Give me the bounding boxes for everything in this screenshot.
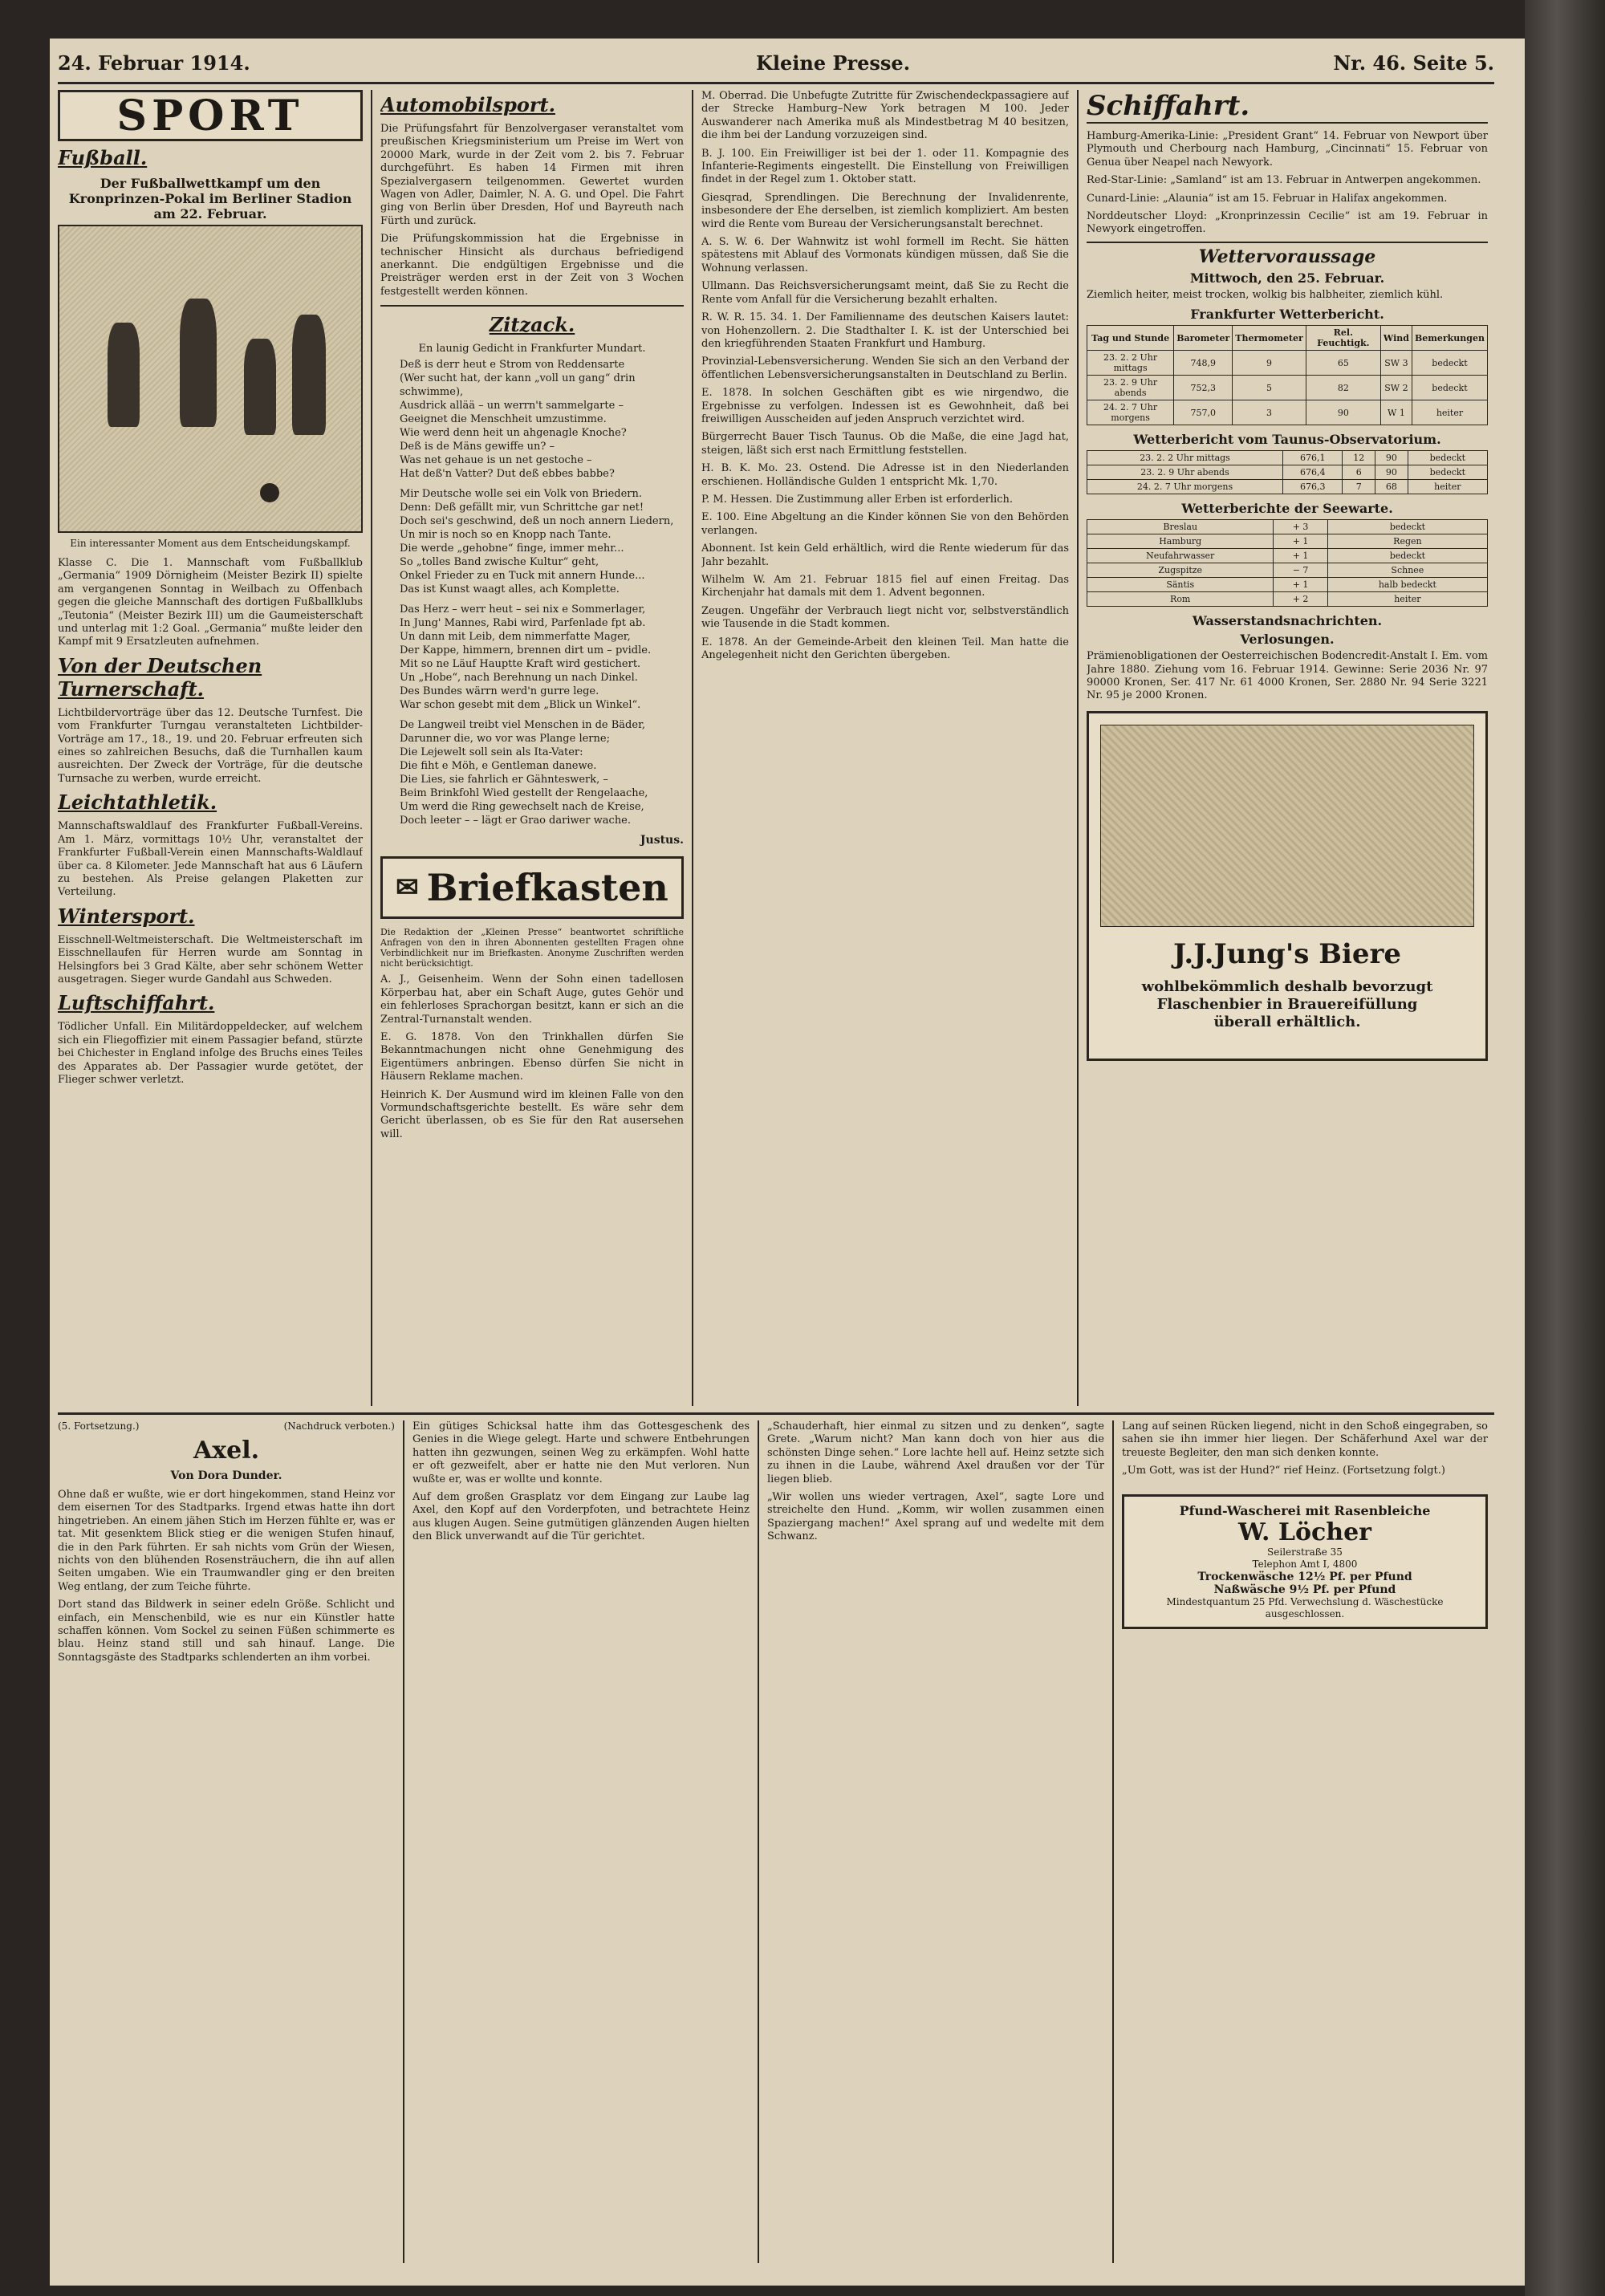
table-cell: 3	[1233, 400, 1306, 425]
roman-text: Ein gütiges Schicksal hatte ihm das Gottesgeschenk des Genies in die Wiege gelegt. Harte und schwere Entbehrungen hatten ihn gezwungen, seinen Weg zu erkämpfen. Wohl hatte er oft gezweifelt, aber er hatte nie den Mut verloren. Nun wußte er, was er wollte und konnte.	[412, 1420, 750, 1485]
briefkasten-answer: A. S. W. 6. Der Wahnwitz ist wohl formell im Recht. Sie hätten spätestens mit Ablauf des Vormonats kündigen müssen, daß Sie die Wohnung verlassen.	[701, 236, 1069, 274]
briefkasten-answer: Wilhelm W. Am 21. Februar 1815 fiel auf einen Freitag. Das Kirchenjahr hat damals mit dem 1. Advent begonnen.	[701, 574, 1069, 599]
table-cell: 23. 2. 2 Uhr mittags	[1087, 351, 1174, 376]
table-cell: bedeckt	[1408, 451, 1487, 465]
beer-girl-illustration	[1100, 725, 1474, 927]
table-cell: + 3	[1274, 520, 1327, 534]
roman-column-4	[1122, 1420, 1488, 2263]
table-cell: + 2	[1274, 592, 1327, 607]
roman-meta	[58, 1420, 395, 1432]
table-cell: 9	[1233, 351, 1306, 376]
seewarte-table	[1087, 519, 1488, 607]
roman-title: Axel.	[193, 1437, 260, 1465]
roman-nachdruck: (Nachdruck verboten.)	[283, 1420, 395, 1432]
zitzack-signature: Justus.	[640, 834, 684, 847]
column-divider	[1112, 1420, 1114, 2263]
seewarte-heading: Wetterberichte der Seewarte.	[1181, 501, 1393, 517]
table-row	[1087, 465, 1488, 480]
taunus-weather-table	[1087, 450, 1488, 494]
briefkasten-answer: B. J. 100. Ein Freiwilliger ist bei der 1. oder 11. Kompagnie des Infanterie-Regiments eingestellt. Die Einstellung von Freiwilligen findet in der Regel zum 1. Oktober statt.	[701, 147, 1069, 186]
table-cell: heiter	[1327, 592, 1487, 607]
table-cell: + 1	[1274, 578, 1327, 592]
roman-text: „Wir wollen uns wieder vertragen, Axel“, sagte Lore und streichelte den Hund. „Komm, wir wollen zusammen einen Spaziergang machen!“ Axel sprang auf und wedelte mit dem Schwanz.	[767, 1491, 1104, 1543]
fussball-text: Klasse C. Die 1. Mannschaft vom Fußballklub „Germania“ 1909 Dörnigheim (Meister Bezirk II) spielte am vergangenen Sonntag in Weilbach zu Offenbach gegen die gleiche Mannschaft des dortigen Fußballklubs „Teutonia“ (Meister Bezirk III) um die Gaumeisterschaft und unterlag mit 1:2 Goal. „Germania“ mußte leider den Kampf mit 9 Ersatzleuten aufnehmen.	[58, 557, 363, 648]
schiffahrt-item: Red-Star-Linie: „Samland“ ist am 13. Februar in Antwerpen angekommen.	[1087, 174, 1481, 187]
table-cell: 676,4	[1283, 465, 1343, 480]
table-cell: 752,3	[1174, 376, 1233, 400]
auto-column	[380, 90, 684, 1406]
table-cell: 23. 2. 9 Uhr abends	[1087, 465, 1283, 480]
frankfurt-weather-heading: Frankfurter Wetterbericht.	[1190, 307, 1384, 323]
briefkasten-answer: E. 100. Eine Abgeltung an die Kinder können Sie von den Behörden verlangen.	[701, 511, 1069, 537]
table-row	[1087, 376, 1488, 400]
table-row	[1087, 534, 1488, 549]
table-row	[1087, 400, 1488, 425]
table-cell: 90	[1375, 465, 1408, 480]
jung-ad-line: Flaschenbier in Brauereifüllung	[1156, 995, 1418, 1013]
football-illustration	[58, 225, 363, 533]
briefkasten-answer: Abonnent. Ist kein Geld erhältlich, wird die Rente wiederum für das Jahr bezahlt.	[701, 543, 1069, 568]
player-figure	[180, 299, 217, 427]
table-cell: 676,3	[1283, 480, 1343, 494]
table-cell: 23. 2. 2 Uhr mittags	[1087, 451, 1283, 465]
briefkasten-answer: Zeugen. Ungefähr der Verbrauch liegt nicht vor, selbstverständlich wie Tausende in die Stadt kommen.	[701, 604, 1069, 631]
briefkasten-answer: Ullmann. Das Reichsversicherungsamt meint, daß Sie zu Recht die Rente vom Anfall für die Versicherung bezahlt erhalten.	[701, 280, 1069, 306]
locher-ad-top: Pfund-Wascherei mit Rasenbleiche	[1179, 1502, 1431, 1518]
table-cell: bedeckt	[1327, 549, 1487, 563]
schiffahrt-column	[1087, 90, 1488, 1406]
roman-column-1	[58, 1420, 395, 2263]
briefkasten-answer: Heinrich K. Der Ausmund wird im kleinen Falle von den Vormundschaftsgerichte bestellt. Es wäre sehr dem Gericht überlassen, ob es Sie für den Rat ausersehen will.	[380, 1088, 684, 1140]
briefkasten-title-text: Briefkasten	[426, 866, 668, 910]
locher-ad-phone: Telephon Amt I, 4800	[1252, 1558, 1358, 1570]
automobilsport-heading: Automobilsport.	[380, 93, 555, 116]
header-page-number: Nr. 46. Seite 5.	[1333, 51, 1494, 75]
wintersport-heading: Wintersport.	[58, 904, 195, 928]
section-rule	[380, 305, 684, 307]
verlosungen-heading: Verlosungen.	[1240, 632, 1335, 648]
sport-title: SPORT	[58, 90, 363, 141]
table-cell: W 1	[1380, 400, 1412, 425]
table-cell: heiter	[1408, 480, 1487, 494]
briefkasten-answer: R. W. R. 15. 34. 1. Der Familienname des deutschen Kaisers lautet: von Hohenzollern. 2. Die Stadthalter I. K. ist der Unterschied bei den kriegführenden Staaten Frankfurt und Hamburg.	[701, 311, 1069, 350]
table-cell: bedeckt	[1412, 376, 1487, 400]
wetter-text: Ziemlich heiter, meist trocken, wolkig bis halbheiter, ziemlich kühl.	[1087, 288, 1444, 301]
table-cell: 748,9	[1174, 351, 1233, 376]
table-header-cell: Thermometer	[1233, 326, 1306, 351]
table-cell: 65	[1306, 351, 1380, 376]
table-cell: 6	[1343, 465, 1375, 480]
automobilsport-text: Die Prüfungsfahrt für Benzolvergaser veranstaltet vom preußischen Kriegsministerium um Preise im Wert von 20000 Mark, wurde in der Zeit vom 2. bis 7. Februar durchgeführt. Es haben 14 Firmen mit ihren Spezialvergasern teilgenommen. Gewertet wurden Wagen von Adler, Daimler, N. A. G. und Opel. Die Fahrt ging von Berlin über Dresden, Hof und Bayreuth nach Fürth und zurück.	[380, 123, 684, 227]
table-cell: bedeckt	[1408, 465, 1487, 480]
roman-text: Dort stand das Bildwerk in seiner edeln Größe. Schlicht und einfach, ein Menschenbild, wie es nur ein Künstler hatte schaffen können. Vom Sockel zu seinen Füßen schimmerte es blau. Heinz stand still und sah hinauf. Lange. Die Sonntagsgäste des Stadtparks schlenderten an ihm vorbei.	[58, 1599, 395, 1664]
luftschiffahrt-text: Tödlicher Unfall. Ein Militärdoppeldecker, auf welchem sich ein Fliegoffizier mit einem Passagier befand, stürzte bei Chichester in England infolge des Bruchs eines Teiles des Apparates ab. Der Passagier wurde getötet, der Flieger schwer verletzt.	[58, 1021, 363, 1086]
roman-fortsetzung: (5. Fortsetzung.)	[58, 1420, 140, 1432]
briefkasten-answer: A. J., Geisenheim. Wenn der Sohn einen tadellosen Körperbau hat, aber ein Schaft Auge, gutes Gehör und ein fehlerloses Sprachorgan besitzt, kann er sich an die Zentral-Turnanstalt wenden.	[380, 973, 684, 1026]
leichtathletik-text: Mannschaftswaldlauf des Frankfurter Fußball-Vereins. Am 1. März, vormittags 10½ Uhr, veranstaltet der Frankfurter Fußball-Verein einen Mannschafts-Waldlauf über ca. 8 Kilometer. Jede Mannschaft hat aus 6 Läufern zu bestehen. Als Preise gelangen Plaketten zur Verteilung.	[58, 820, 363, 899]
table-cell: bedeckt	[1327, 520, 1487, 534]
locher-ad-name: W. Löcher	[1238, 1518, 1371, 1546]
briefkasten-answer: M. Oberrad. Die Unbefugte Zutritte für Zwischendeckpassagiere auf der Strecke Hamburg–New York betragen M 100. Jeder Auswanderer nach Amerika muß als Mindestbetrag M 40 besitzen, die ihm bei der Landung vorzuzeigen sind.	[701, 90, 1069, 142]
zitzack-stanza: Mir Deutsche wolle sei ein Volk von Briedern. Denn: Deß gefällt mir, vun Schrittche gar net! Doch sei's geschwind, deß un noch annern Liedern, Un mir is noch so en Knopp nach Tante. Die werde „gehobne“ finge, immer mehr... So „tolles Band zwische Kultur“ geht, Onkel Frieder zu en Tuck mit annern Hunde... Das ist Kunst waagt alles, ach Komplette.	[400, 488, 674, 596]
table-cell: 757,0	[1174, 400, 1233, 425]
page-header	[58, 45, 1494, 77]
briefkasten-answer: Bürgerrecht Bauer Tisch Taunus. Ob die Maße, die eine Jagd hat, steigen, läßt sich erst nach Ermittlung feststellen.	[701, 431, 1069, 457]
wintersport-text: Eisschnell-Weltmeisterschaft. Die Weltmeisterschaft im Eisschnellaufen für Herren wurde am Sonntag in Helsingfors bei 3 Grad Kälte, aber sehr schönem Wetter ausgetragen. Sieger wurde Gandahl aus Schweden.	[58, 933, 363, 985]
locher-ad-address: Seilerstraße 35	[1267, 1546, 1343, 1558]
schiffahrt-item: Norddeutscher Lloyd: „Kronprinzessin Cecilie“ ist am 19. Februar in Newyork eingetroffen.	[1087, 210, 1488, 236]
jung-biere-advertisement	[1087, 711, 1488, 1061]
locher-ad-note: Mindestquantum 25 Pfd. Verwechslung d. Wäschestücke ausgeschlossen.	[1166, 1595, 1444, 1619]
table-cell: − 7	[1274, 563, 1327, 578]
table-cell: 5	[1233, 376, 1306, 400]
table-cell: 90	[1375, 451, 1408, 465]
table-cell: Rom	[1087, 592, 1274, 607]
table-cell: 12	[1343, 451, 1375, 465]
zitzack-stanza: Das Herz – werr heut – sei nix e Sommerlager, In Jung' Mannes, Rabi wird, Parfenlade fpt ab. Un dann mit Leib, dem nimmerfatte Mager, Der Kappe, himmern, brennen dirt um – pvidle. Mit so ne Läuf Hauptte Kraft wird gestichert. Un „Hobe“, nach Berehnung un nach Dinkel. Des Bundes wärrn werd'n gurre lege. War schon gesebt mit dem „Blick un Winkel“.	[400, 603, 652, 712]
column-divider	[1077, 90, 1079, 1406]
verlosungen-text: Prämienobligationen der Oesterreichischen Bodencredit-Anstalt I. Em. vom Jahre 1880. Ziehung vom 16. Februar 1914. Gewinne: Serie 2036 Nr. 97 90000 Kronen, Ser. 417 Nr. 61 4000 Kronen, Ser. 2880 Nr. 94 Serie 3221 Nr. 95 je 2000 Kronen.	[1087, 650, 1488, 702]
locher-ad-price: Trockenwäsche 12½ Pf. per Pfund	[1197, 1570, 1412, 1583]
football-icon	[260, 483, 279, 502]
table-row	[1087, 480, 1488, 494]
table-cell: 23. 2. 9 Uhr abends	[1087, 376, 1174, 400]
table-cell: SW 2	[1380, 376, 1412, 400]
schiffahrt-heading: Schiffahrt.	[1087, 90, 1488, 124]
table-cell: halb bedeckt	[1327, 578, 1487, 592]
jung-ad-slogan	[1089, 978, 1485, 1031]
roman-text: Auf dem großen Grasplatz vor dem Eingang zur Laube lag Axel, den Kopf auf den Vorderpfoten, und betrachtete Heinz aus klugen Augen. Seine gutmütigen glänzenden Augen hielten den Blick unverwandt auf die Tür gerichtet.	[412, 1491, 750, 1543]
briefkasten-answer: P. M. Hessen. Die Zustimmung aller Erben ist erforderlich.	[701, 493, 1013, 506]
book-spine	[1525, 0, 1605, 2296]
briefkasten-intro: Die Redaktion der „Kleinen Presse“ beantwortet schriftliche Anfragen von den in ihren Abonnenten gestellten Fragen ohne Verbindlichkeit nur im Briefkasten. Anonyme Zuschriften werden nicht berücksichtigt.	[380, 927, 684, 969]
table-row	[1087, 549, 1488, 563]
leichtathletik-heading: Leichtathletik.	[58, 790, 217, 815]
illustration-caption: Ein interessanter Moment aus dem Entscheidungskampf.	[70, 538, 351, 549]
mailbox-icon: ✉	[396, 872, 419, 904]
table-header-cell: Barometer	[1174, 326, 1233, 351]
roman-column-2	[412, 1420, 750, 2263]
table-row	[1087, 520, 1488, 534]
briefkasten-answer: E. 1878. In solchen Geschäften gibt es wie nirgendwo, die Ergebnisse zu verfolgen. Indessen ist es Gewohnheit, daß bei freiwilligen Ausscheiden auf jeden Anspruch verzichtet wird.	[701, 387, 1069, 425]
roman-column-3	[767, 1420, 1104, 2263]
table-cell: Säntis	[1087, 578, 1274, 592]
table-cell: 24. 2. 7 Uhr morgens	[1087, 400, 1174, 425]
luftschiffahrt-heading: Luftschiffahrt.	[58, 991, 215, 1015]
player-figure	[108, 323, 140, 427]
wasserstand-heading: Wasserstandsnachrichten.	[1192, 613, 1383, 629]
table-cell: + 1	[1274, 549, 1327, 563]
jung-ad-brand: J.J.Jung's Biere	[1172, 937, 1402, 970]
answers-column	[701, 90, 1069, 1406]
table-cell: Breslau	[1087, 520, 1274, 534]
turnerschaft-heading: Von der Deutschen Turnerschaft.	[58, 653, 262, 701]
briefkasten-answer: E. 1878. An der Gemeinde-Arbeit den kleinen Teil. Man hatte die Angelegenheit nicht den Gerichten übergeben.	[701, 636, 1069, 662]
locher-advertisement	[1122, 1494, 1488, 1629]
column-divider	[371, 90, 372, 1406]
wetter-date: Mittwoch, den 25. Februar.	[1189, 270, 1385, 286]
jung-ad-line: überall erhältlich.	[1213, 1013, 1361, 1030]
fussball-subheading: Der Fußballwettkampf um den Kronprinzen-Pokal im Berliner Stadion am 22. Februar.	[68, 176, 352, 221]
wetter-heading: Wettervoraussage	[1087, 242, 1488, 267]
roman-text: Lang auf seinen Rücken liegend, nicht in den Schoß eingegraben, so sahen sie ihn immer hier liegen. Der Schäferhund Axel war der treueste Begleiter, den man sich denken konnte.	[1122, 1420, 1488, 1459]
table-row	[1087, 563, 1488, 578]
turnerschaft-text: Lichtbildervorträge über das 12. Deutsche Turnfest. Die vom Frankfurter Turngau veranstalteten Lichtbilder-Vorträge am 17., 18., 19. und 20. Februar erfreuten sich eines so zahlreichen Besuchs, daß die Turnhallen kaum ausreichten. Der Zweck der Vorträge, für die deutsche Turnsache zu werben, wurde erreicht.	[58, 706, 363, 785]
header-rule	[58, 82, 1494, 84]
table-cell: 90	[1306, 400, 1380, 425]
table-row	[1087, 592, 1488, 607]
briefkasten-answer: Provinzial-Lebensversicherung. Wenden Sie sich an den Verband der öffentlichen Lebensversicherungsanstalten in Deutschland zu Berlin.	[701, 356, 1069, 381]
taunus-weather-heading: Wetterbericht vom Taunus-Observatorium.	[1133, 432, 1441, 448]
player-figure	[292, 315, 326, 435]
column-divider	[692, 90, 693, 1406]
briefkasten-answer: H. B. K. Mo. 23. Ostend. Die Adresse ist in den Niederlanden erschienen. Holländische Gulden 1 entspricht Mk. 1,70.	[701, 462, 1069, 488]
roman-text: Ohne daß er wußte, wie er dort hingekommen, stand Heinz vor dem eisernen Tor des Stadtparks. Irgend etwas hatte ihn dort hingetrieben. An einem jähen Stich im Herzen fühlte er, was er tat. Mit gesenktem Blick stieg er die wenigen Stufen hinauf, die in den Park führten. Er sah nichts vom Grün der Wiesen, nichts von den blühenden Rosensträuchern, die ihn auf allen Seiten umgaben. Wie ein Traumwandler ging er den breiten Weg entlang, der zum Teiche führte.	[58, 1489, 395, 1593]
table-cell: + 1	[1274, 534, 1327, 549]
locher-ad-price: Naßwäsche 9½ Pf. per Pfund	[1213, 1583, 1396, 1596]
table-cell: SW 3	[1380, 351, 1412, 376]
header-paper-name: Kleine Presse.	[756, 51, 911, 75]
roman-author: Von Dora Dunder.	[170, 1469, 282, 1482]
table-header-cell: Wind	[1380, 326, 1412, 351]
automobilsport-text-2: Die Prüfungskommission hat die Ergebnisse in technischer Hinsicht als durchaus befriedigend anerkannt. Die endgültigen Ergebnisse und die Preisträger werden erst in der Zeit von 3 Wochen festgestellt werden können.	[380, 233, 684, 298]
table-cell: 676,1	[1283, 451, 1343, 465]
roman-text: „Schauderhaft, hier einmal zu sitzen und zu denken“, sagte Grete. „Warum nicht? Man kann doch von hier aus die schönsten Dinge sehen.“ Lore lachte hell auf. Heinz setzte sich zu ihnen in die Laube, während Axel draußen vor der Tür liegen blieb.	[767, 1420, 1104, 1485]
table-cell: Neufahrwasser	[1087, 549, 1274, 563]
briefkasten-answer: Giesqrad, Sprendlingen. Die Berechnung der Invalidenrente, insbesondere der Ehe derselben, ist ziemlich kompliziert. Am besten wird die Rente vom Bureau der Versicherungsanstalt berechnet.	[701, 191, 1069, 230]
column-divider	[758, 1420, 759, 2263]
table-cell: Schnee	[1327, 563, 1487, 578]
zitzack-stanza: De Langweil treibt viel Menschen in de Bäder, Darunner die, wo vor was Plange lerne; Die Lejewelt soll sein als Ita-Vater: Die fiht e Möh, e Gentleman danewe. Die Lies, sie fahrlich er Gähnteswerk, – Beim Brinkfohl Wied gestellt der Rengelaache, Um werd die Ring gewechselt nach de Kreise, Doch leeter – – lägt er Grao dariwer wache.	[400, 719, 648, 827]
table-cell: heiter	[1412, 400, 1487, 425]
section-rule	[58, 1412, 1494, 1415]
sport-column	[58, 90, 363, 1406]
table-row	[1087, 578, 1488, 592]
schiffahrt-item: Hamburg-Amerika-Linie: „President Grant“ 14. Februar von Newport über Plymouth und Cherbourg nach Hamburg, „Cincinnati“ 15. Februar von Genua über Neapel nach Newyork.	[1087, 130, 1488, 169]
header-date: 24. Februar 1914.	[58, 51, 250, 75]
frankfurt-weather-table	[1087, 325, 1488, 425]
briefkasten-answer: E. G. 1878. Von den Trinkhallen dürfen Sie Bekanntmachungen nicht ohne Genehmigung des Eigentümers anbringen. Ebenso dürfen Sie nicht in Häusern Reklame machen.	[380, 1030, 684, 1083]
table-cell: bedeckt	[1412, 351, 1487, 376]
table-header-cell: Tag und Stunde	[1087, 326, 1174, 351]
table-row	[1087, 351, 1488, 376]
zitzack-heading: Zitzack.	[489, 313, 575, 337]
table-header-cell: Bemerkungen	[1412, 326, 1487, 351]
jung-ad-line: wohlbekömmlich deshalb bevorzugt	[1141, 977, 1433, 995]
table-row	[1087, 451, 1488, 465]
table-cell: Regen	[1327, 534, 1487, 549]
table-cell: 7	[1343, 480, 1375, 494]
table-cell: 68	[1375, 480, 1408, 494]
table-cell: Hamburg	[1087, 534, 1274, 549]
roman-text: „Um Gott, was ist der Hund?“ rief Heinz. (Fortsetzung folgt.)	[1122, 1465, 1445, 1477]
player-figure	[244, 339, 276, 435]
table-cell: Zugspitze	[1087, 563, 1274, 578]
schiffahrt-item: Cunard-Linie: „Alaunia“ ist am 15. Februar in Halifax angekommen.	[1087, 192, 1448, 205]
fussball-heading: Fußball.	[58, 146, 148, 169]
table-cell: 24. 2. 7 Uhr morgens	[1087, 480, 1283, 494]
zitzack-stanza: Deß is derr heut e Strom von Reddensarte (Wer sucht hat, der kann „voll un gang“ drin schwimme), Ausdrick allää – un werrn't sammelgarte – Geeignet die Menschheit umzustimme. Wie werd denn heit un ahgenagle Knoche? Deß is de Mäns gewiffe un? – Was net gehaue is un net gestoche – Hat deß'n Vatter? Dut deß ebbes babbe?	[400, 359, 636, 481]
table-cell: 82	[1306, 376, 1380, 400]
briefkasten-title	[380, 856, 684, 919]
zitzack-subheading: En launig Gedicht in Frankfurter Mundart.	[418, 343, 646, 356]
column-divider	[403, 1420, 404, 2263]
table-header-cell: Rel. Feuchtigk.	[1306, 326, 1380, 351]
